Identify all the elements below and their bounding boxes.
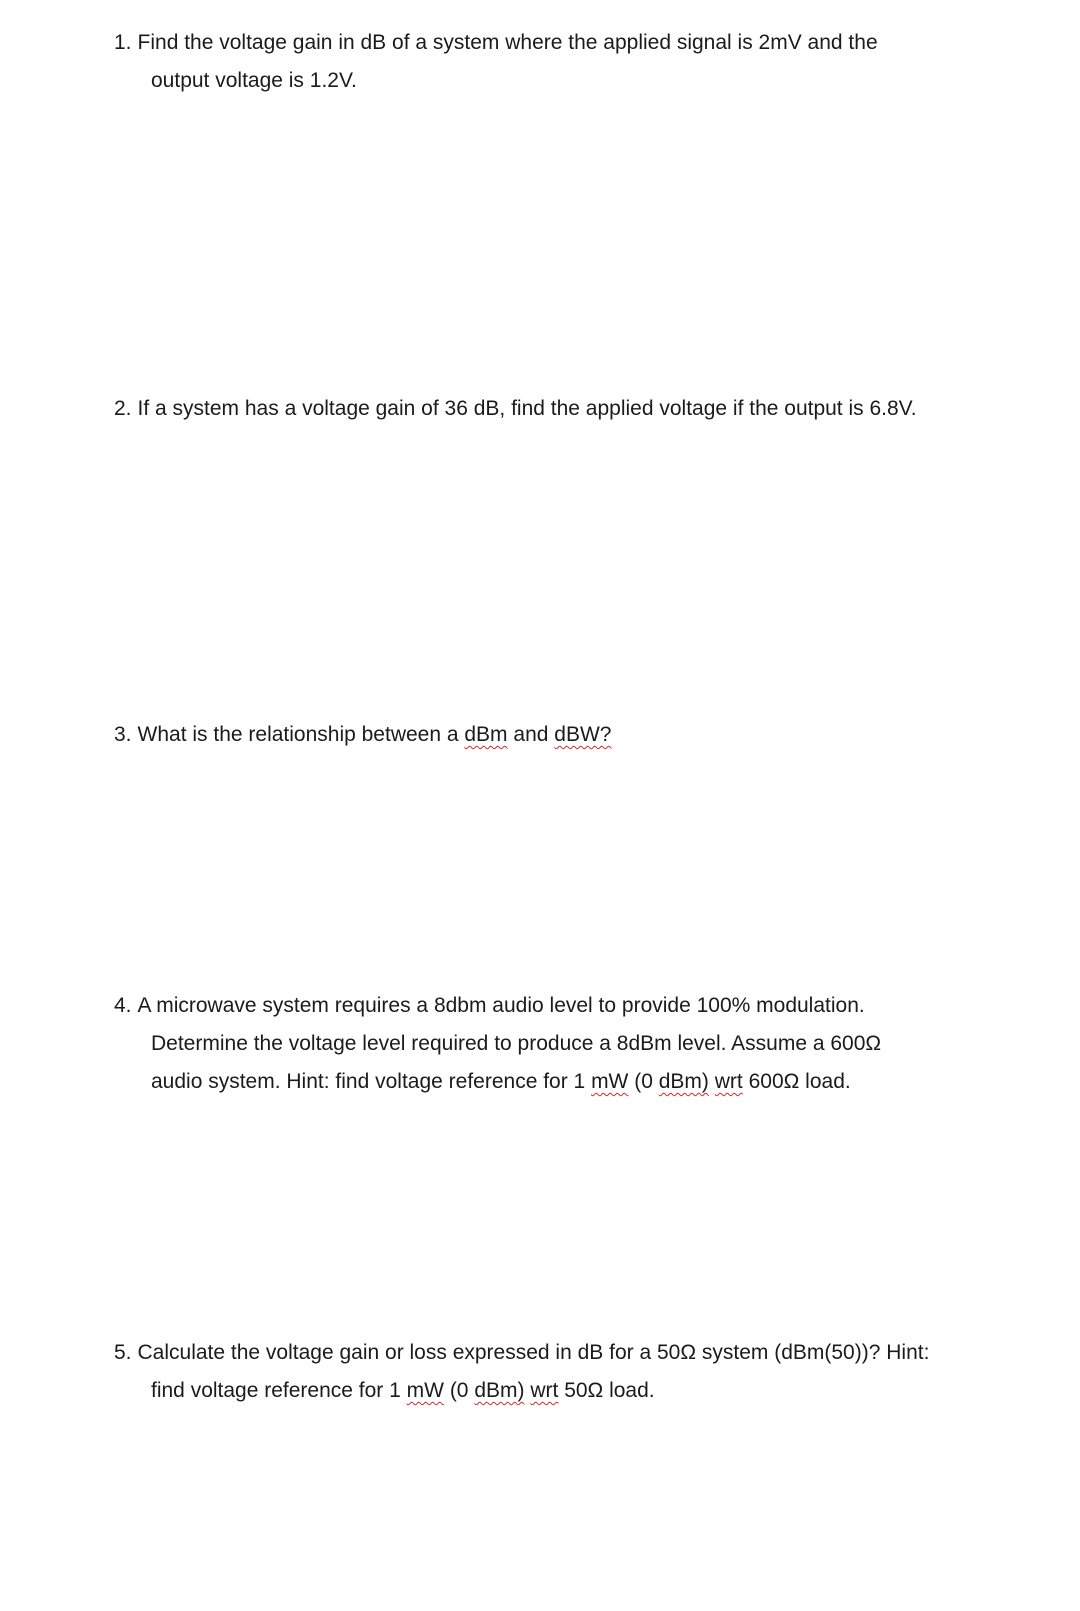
question-3 [114,716,994,754]
question-4-line-1: 4. A microwave system requires a 8dbm audio level to provide 100% modulation. [114,994,865,1017]
spellcheck-word: wrt [530,1379,559,1402]
question-3-number: 3. [114,723,132,746]
spellcheck-word: mW [406,1379,444,1402]
spellcheck-word: dBW? [554,723,612,746]
spellcheck-word: dBm) [658,1070,709,1093]
spellcheck-word: dBm [464,723,508,746]
question-1-number: 1. [114,31,132,54]
spellcheck-word: mW [591,1070,629,1093]
question-5-line-1: 5. Calculate the voltage gain or loss expressed in dB for a 50Ω system (dBm(50))? Hint: [114,1341,930,1364]
question-3-line-1: 3. What is the relationship between a dBm and dBW? [114,723,612,746]
question-4 [114,987,994,1101]
question-1-line-2: output voltage is 1.2V. [151,69,357,92]
question-1 [114,24,994,100]
question-2-number: 2. [114,397,132,420]
question-5-number: 5. [114,1341,132,1364]
question-4-line-2: Determine the voltage level required to produce a 8dBm level. Assume a 600Ω [151,1032,882,1055]
question-5-line-2: find voltage reference for 1 mW (0 dBm) wrt 50Ω load. [151,1379,655,1402]
question-4-line-3: audio system. Hint: find voltage reference for 1 mW (0 dBm) wrt 600Ω load. [151,1070,851,1093]
question-5 [114,1334,994,1410]
spellcheck-word: wrt [714,1070,743,1093]
spellcheck-word: dBm) [474,1379,525,1402]
question-4-number: 4. [114,994,132,1017]
question-1-line-1: 1. Find the voltage gain in dB of a system where the applied signal is 2mV and the [114,31,878,54]
question-2 [114,390,994,428]
question-2-line-1: 2. If a system has a voltage gain of 36 dB, find the applied voltage if the output is 6.8V. [114,397,917,420]
